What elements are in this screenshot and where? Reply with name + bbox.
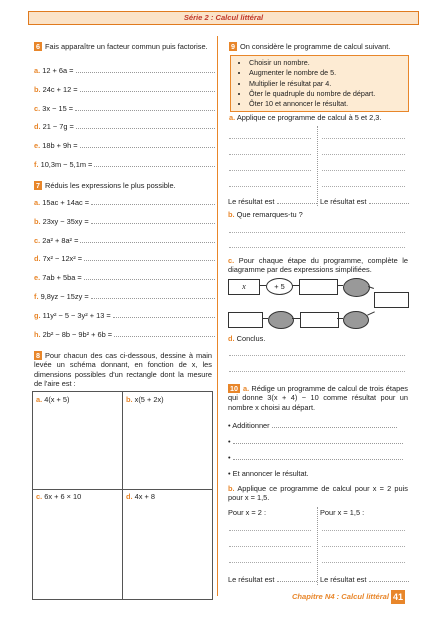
- ex10-number: 10: [230, 384, 238, 393]
- ex9-question-d: d. Conclus.: [228, 334, 266, 343]
- item-label: d.: [34, 254, 41, 264]
- exercise-item: [34, 273, 215, 282]
- diagram-start-box: x: [228, 279, 260, 295]
- exercise-item: [34, 311, 215, 320]
- answer-blank[interactable]: [80, 91, 215, 92]
- exercise-item: [34, 122, 215, 131]
- grid-cell-b[interactable]: b. x(5 + 2x): [126, 395, 164, 404]
- item-label: e.: [34, 273, 41, 283]
- answer-line[interactable]: [322, 170, 405, 171]
- item-expression: 21 − 7g =: [42, 122, 74, 132]
- exercise-item: [34, 198, 215, 207]
- item-label: c.: [34, 103, 41, 113]
- chapter-footer: Chapitre N4 : Calcul littéral: [291, 592, 389, 601]
- item-expression: 2b² − 8b − 9b² + 6b =: [42, 329, 113, 339]
- exercise-item: [34, 236, 215, 245]
- result-blank[interactable]: [277, 581, 317, 582]
- program-step: • Augmenter le nombre de 5.: [249, 68, 408, 78]
- item-label: e.: [34, 141, 41, 151]
- exercise-item: [34, 66, 215, 75]
- diagram-blank-box[interactable]: [228, 312, 263, 328]
- answer-line[interactable]: [229, 530, 311, 531]
- answer-line[interactable]: [229, 247, 405, 248]
- exercise-item: [34, 330, 215, 339]
- answer-blank[interactable]: [91, 204, 215, 205]
- ex9-column-separator: [317, 126, 319, 206]
- answer-blank[interactable]: [91, 298, 215, 299]
- grid-cell-d[interactable]: d. 4x + 8: [126, 492, 155, 501]
- page-number: 41: [392, 592, 403, 602]
- answer-blank[interactable]: [76, 128, 215, 129]
- item-label: b.: [34, 216, 41, 226]
- ex10-question-a: 10 a. Rédige un programme de calcul de trois étapes qui donne 3(x + 4) − 10 comme résultat pour un nombre x choisi au départ.: [228, 384, 408, 412]
- diagram-operation-oval[interactable]: [343, 311, 369, 329]
- ex8-number: 8: [36, 351, 40, 360]
- exercise-item: [34, 160, 215, 169]
- item-label: f.: [34, 292, 39, 301]
- item-expression: 9,8yz − 15zy =: [40, 292, 89, 301]
- item-expression: 23xy − 35xy =: [42, 216, 89, 226]
- answer-line[interactable]: [229, 138, 311, 139]
- item-expression: 2a² + 8a² =: [42, 235, 79, 245]
- item-label: d.: [34, 122, 41, 132]
- answer-blank[interactable]: [233, 443, 403, 444]
- item-expression: 7ab + 5ba =: [42, 273, 82, 283]
- answer-blank[interactable]: [114, 336, 215, 337]
- ex10-bullet: • Et annoncer le résultat.: [228, 469, 309, 478]
- answer-blank[interactable]: [113, 317, 215, 318]
- item-expression: 11y² − 5 − 3y² + 13 =: [42, 310, 111, 320]
- exercise-item: [34, 292, 215, 301]
- ex10-result-left: Le résultat est: [228, 575, 317, 584]
- answer-line[interactable]: [229, 232, 405, 233]
- result-blank[interactable]: [277, 203, 317, 204]
- ex9-question-b: b. Que remarques-tu ?: [228, 210, 303, 219]
- diagram-blank-box[interactable]: [374, 292, 409, 308]
- answer-line[interactable]: [322, 530, 405, 531]
- ex10-result-right: Le résultat est: [320, 575, 409, 584]
- ex9-question-a: a. Applique ce programme de calcul à 5 et 2,3.: [229, 113, 382, 122]
- item-label: g.: [34, 310, 41, 320]
- answer-line[interactable]: [322, 562, 405, 563]
- item-label: b.: [34, 84, 41, 94]
- ex6-instruction: 6 Fais apparaître un facteur commun puis factorise.: [36, 42, 208, 51]
- ex10-question-b: b. Applique ce programme de calcul pour x = 2 puis pour x = 1,5.: [228, 484, 408, 503]
- item-expression: 10,3m − 5,1m =: [40, 160, 93, 169]
- exercise-item: [34, 104, 215, 113]
- diagram-blank-box[interactable]: [300, 312, 339, 328]
- ex10-col-left-title: Pour x = 2 :: [228, 508, 266, 517]
- item-expression: 7x² − 12x² =: [42, 254, 83, 264]
- diagram-operation-oval[interactable]: [268, 311, 294, 329]
- answer-blank[interactable]: [80, 147, 215, 148]
- ex10-bullet: • Additionner: [228, 421, 397, 430]
- answer-blank[interactable]: [272, 427, 397, 428]
- answer-line[interactable]: [229, 546, 311, 547]
- program-step: • Multiplier le résultat par 4.: [249, 79, 408, 89]
- answer-blank[interactable]: [91, 223, 215, 224]
- series-title: Série 2 : Calcul littéral: [183, 13, 264, 22]
- grid-vertical-line: [122, 392, 123, 599]
- item-label: a.: [34, 66, 41, 75]
- ex9-question-c: c. Pour chaque étape du programme, complète le diagramme par des expressions simplifiées.: [228, 256, 408, 275]
- answer-blank[interactable]: [80, 242, 215, 243]
- answer-blank[interactable]: [84, 279, 215, 280]
- item-expression: 24c + 12 =: [42, 84, 78, 94]
- answer-blank[interactable]: [94, 166, 215, 167]
- ex9-instruction: 9 On considère le programme de calcul suivant.: [231, 42, 391, 51]
- ex9-result-right: Le résultat est: [320, 197, 409, 206]
- calculation-program-box: [230, 55, 409, 112]
- ex10-col-right-title: Pour x = 1,5 :: [320, 508, 365, 517]
- item-label: a.: [34, 198, 41, 207]
- result-blank[interactable]: [369, 203, 409, 204]
- result-blank[interactable]: [369, 581, 409, 582]
- ex10-bullet: •: [228, 453, 403, 462]
- item-label: h.: [34, 329, 41, 339]
- program-step: • Ôter le quadruple du nombre de départ.: [249, 89, 408, 99]
- answer-line[interactable]: [229, 355, 405, 356]
- ex6-number: 6: [36, 42, 40, 51]
- arrow: [367, 311, 375, 315]
- arrow: [292, 285, 299, 286]
- answer-line[interactable]: [322, 186, 405, 187]
- arrow: [259, 285, 266, 286]
- ex7-instruction: 7 Réduis les expressions le plus possible.: [36, 181, 176, 190]
- series-title-bar: [28, 11, 419, 25]
- answer-line[interactable]: [322, 154, 405, 155]
- answer-blank[interactable]: [84, 260, 215, 261]
- item-expression: 18b + 9h =: [42, 141, 78, 151]
- ex8-instruction: 8 Pour chacun des cas ci-dessous, dessine à main levée un schéma donnant, en fonction de x, les dimensions possibles d'un rectangle dont la mesure de l'aire est :: [34, 351, 212, 388]
- item-expression: 15ac + 14ac =: [42, 198, 90, 207]
- diagram-blank-box[interactable]: [299, 279, 338, 295]
- answer-line[interactable]: [322, 138, 405, 139]
- answer-blank[interactable]: [76, 72, 215, 73]
- exercise-item: [34, 217, 215, 226]
- answer-line[interactable]: [229, 562, 311, 563]
- item-label: f.: [34, 160, 39, 169]
- diagram-operation-oval[interactable]: [343, 278, 370, 297]
- exercise-item: [34, 141, 215, 150]
- item-expression: 3x − 15 =: [42, 103, 74, 113]
- item-expression: 12 + 6a =: [42, 66, 74, 75]
- plus-five-oval: + 5: [266, 278, 293, 295]
- grid-horizontal-line: [33, 489, 212, 490]
- answer-blank[interactable]: [233, 459, 403, 460]
- answer-line[interactable]: [229, 186, 311, 187]
- answer-blank[interactable]: [75, 110, 215, 111]
- answer-line[interactable]: [322, 546, 405, 547]
- rectangle-sketch-grid: [32, 391, 213, 600]
- item-label: c.: [34, 235, 41, 245]
- answer-line[interactable]: [229, 170, 311, 171]
- grid-cell-c[interactable]: c. 6x + 6 × 10: [36, 492, 82, 501]
- answer-line[interactable]: [229, 371, 405, 372]
- ex9-number: 9: [231, 42, 235, 51]
- column-divider: [217, 36, 218, 596]
- program-step: • Choisir un nombre.: [249, 58, 408, 68]
- grid-cell-a[interactable]: a. 4(x + 5): [36, 395, 70, 404]
- ex7-number: 7: [36, 181, 40, 190]
- ex9-result-left: Le résultat est: [228, 197, 317, 206]
- program-step: • Ôter 10 et annoncer le résultat.: [249, 99, 408, 109]
- arrow: [292, 318, 300, 319]
- ex10-column-separator: [317, 507, 319, 585]
- answer-line[interactable]: [229, 154, 311, 155]
- exercise-item: [34, 254, 215, 263]
- exercise-item: [34, 85, 215, 94]
- ex10-bullet: •: [228, 437, 403, 446]
